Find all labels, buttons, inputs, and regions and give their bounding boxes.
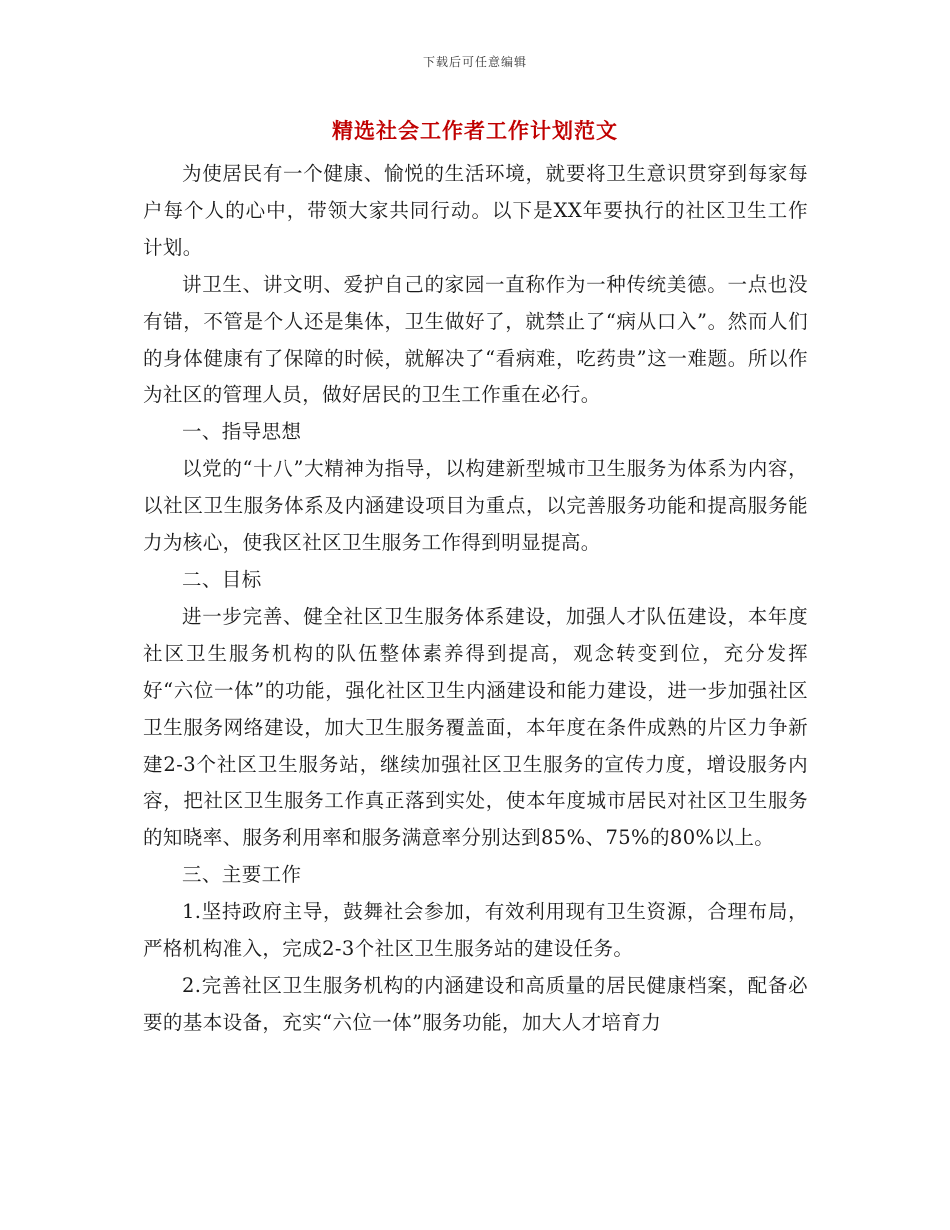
paragraph-intro: 为使居民有一个健康、愉悦的生活环境，就要将卫生意识贯穿到每家每户每个人的心中，带领大家共同行动。以下是XX年要执行的社区卫生工作计划。 [143,162,808,259]
document-title: 精选社会工作者工作计划范文 [332,118,618,143]
section-heading-goals: 二、目标 [182,567,262,591]
paragraph-goals: 进一步完善、健全社区卫生服务体系建设，加强人才队伍建设，本年度社区卫生服务机构的队伍整体素养得到提高，观念转变到位，充分发挥好“六位一体”的功能，强化社区卫生内涵建设和能力建设，进一步加强社区卫生服务网络建设，加大卫生服务覆盖面，本年度在条件成熟的片区力争新建2-3个社区卫生服务站，继续加强社区卫生服务的宣传力度，增设服务内容，把社区卫生服务工作真正落到实处，使本年度城市居民对社区卫生服务的知晓率、服务利用率和服务满意率分别达到85%、75%的80%以上。 [143,604,808,850]
paragraph-main-work-1: 1.坚持政府主导，鼓舞社会参加，有效利用现有卫生资源，合理布局，严格机构准入，完成2-3个社区卫生服务站的建设任务。 [143,900,808,961]
document-body [143,156,808,1042]
section-heading-main-work: 三、主要工作 [182,863,302,887]
paragraph-main-work-2: 2.完善社区卫生服务机构的内涵建设和高质量的居民健康档案，配备必要的基本设备，充实“六位一体”服务功能，加大人才培育力 [143,973,808,1034]
paragraph-hygiene: 讲卫生、讲文明、爱护自己的家园一直称作为一种传统美德。一点也没有错，不管是个人还是集体，卫生做好了，就禁止了“病从口入”。然而人们的身体健康有了保障的时候，就解决了“看病难，吃药贵”这一难题。所以作为社区的管理人员，做好居民的卫生工作重在必行。 [143,272,808,407]
section-heading-guiding-ideology: 一、指导思想 [182,420,302,444]
paragraph-guiding-ideology: 以党的“十八”大精神为指导，以构建新型城市卫生服务为体系为内容，以社区卫生服务体系及内涵建设项目为重点，以完善服务功能和提高服务能力为核心，使我区社区卫生服务工作得到明显提高。 [143,457,808,555]
header-note: 下载后可任意编辑 [422,55,527,69]
